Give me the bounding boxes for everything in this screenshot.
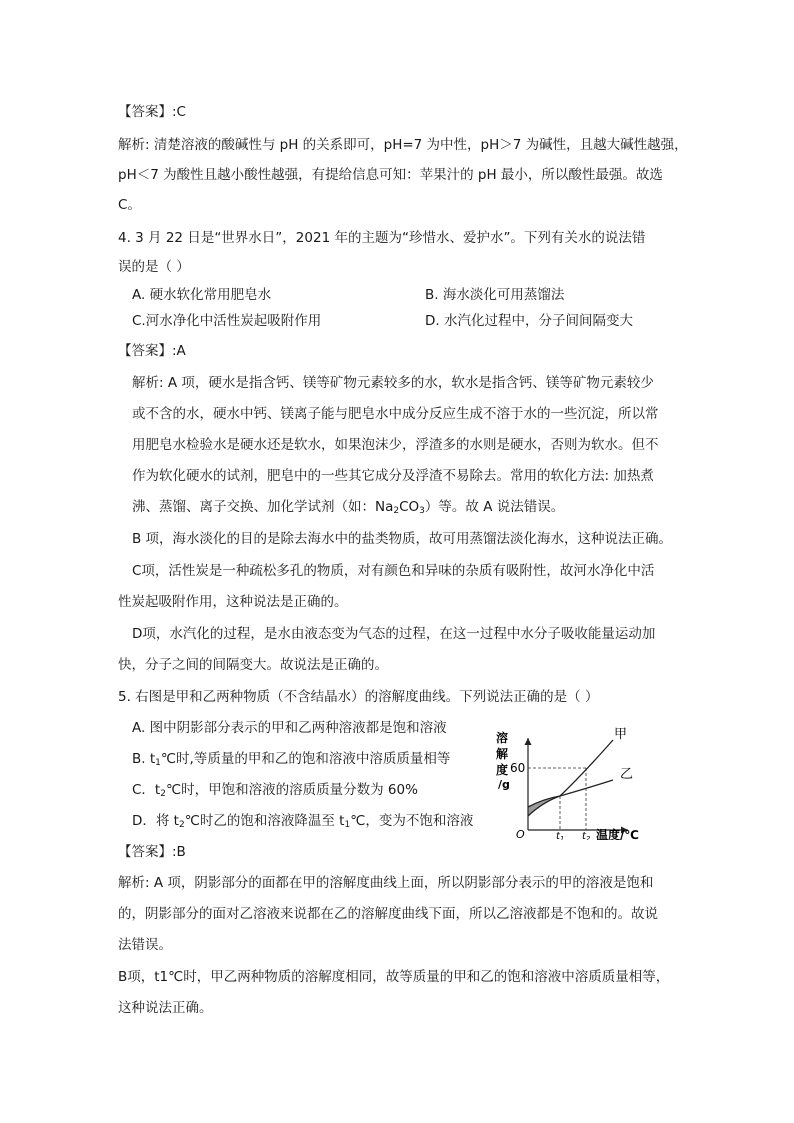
- question-5-option-b: B. $t_1℃$时,等质量的甲和乙的饱和溶液中溶质质量相等: [132, 751, 451, 768]
- question-5-option-c: C．$t_2℃$时，甲饱和溶液的溶质质量分数为 60%: [132, 782, 418, 799]
- analysis-line: pH＜7 为酸性且越小酸性越强，有提给信息可知：苹果汁的 pH 最小，所以酸性最强。故选: [118, 167, 663, 183]
- analysis-b-line: B 项，海水淡化的目的是除去海水中的盐类物质，故可用蒸馏法淡化海水，这种说法正确。: [132, 531, 673, 547]
- analysis-line: 法错误。: [118, 937, 172, 953]
- analysis-line: 用肥皂水检验水是硬水还是软水，如果泡沫少，浮渣多的水则是硬水，否则为软水。但不: [132, 437, 659, 453]
- analysis-line: 作为软化硬水的试剂，肥皂中的一些其它成分及浮渣不易除去。常用的软化方法: 加热煮: [132, 468, 654, 484]
- analysis-d-line: D项，水汽化的过程，是水由液态变为气态的过程，在这一过程中水分子吸收能量运动加: [132, 626, 656, 642]
- ylabel-char: 度: [496, 763, 509, 777]
- origin-label: O: [516, 828, 525, 840]
- answer-label-4: 【答案】:A: [118, 343, 186, 359]
- question-4-stem: 4. 3 月 22 日是“世界水日”，2021 年的主题为“珍惜水、爱护水”。下列有关水的说法错: [118, 230, 646, 246]
- analysis-line-na2co3: 沸、蒸馏、离子交换、加化学试剂（如：$Na_2CO_3$）等。故 A 说法错误。: [132, 499, 565, 516]
- analysis-d-line: 快，分子之间的间隔变大。故说法是正确的。: [118, 657, 388, 673]
- analysis-c-line: C项，活性炭是一种疏松多孔的物质，对有颜色和异味的杂质有吸附性，故河水净化中活: [132, 563, 655, 579]
- solubility-chart: [488, 722, 678, 840]
- analysis-line: C。: [118, 197, 141, 213]
- shaded-region: [528, 796, 560, 816]
- question-4-stem: 误的是（ ）: [118, 259, 190, 275]
- question-4-option-b: B. 海水淡化可用蒸馏法: [425, 287, 565, 303]
- question-4-option-a: A. 硬水软化常用肥皂水: [132, 287, 272, 303]
- answer-label-5: 【答案】:B: [118, 844, 186, 860]
- analysis-c-line: 性炭起吸附作用，这种说法是正确的。: [118, 594, 348, 610]
- question-5-option-a: A. 图中阴影部分表示的甲和乙两种溶液都是饱和溶液: [132, 720, 447, 736]
- question-5-stem: 5. 右图是甲和乙两种物质（不含结晶水）的溶解度曲线。下列说法正确的是（ ）: [118, 689, 599, 705]
- analysis-line: 解析: 清楚溶液的酸碱性与 pH 的关系即可，pH=7 为中性，pH＞7 为碱性，且越大碱性越强，: [118, 137, 688, 153]
- analysis-line: 解析: A 项，阴影部分的面都在甲的溶解度曲线上面，所以阴影部分表示的甲的溶液是饱和: [118, 875, 654, 891]
- analysis-line: 这种说法正确。: [118, 1000, 213, 1016]
- question-4-option-c: C.河水净化中活性炭起吸附作用: [132, 313, 322, 329]
- analysis-line: 解析: A 项，硬水是指含钙、镁等矿物元素较多的水，软水是指含钙、镁等矿物元素较少: [132, 375, 654, 391]
- x-tick-t1: $t_1$: [556, 831, 565, 840]
- x-tick-t2: $t_2$: [582, 831, 591, 840]
- question-4-option-d: D. 水汽化过程中，分子间间隔变大: [425, 313, 633, 329]
- xlabel: 温度/℃: [596, 828, 639, 840]
- ylabel-char: 溶: [496, 731, 509, 745]
- analysis-line: 的，阴影部分的面对乙溶液来说都在乙的溶解度曲线下面，所以乙溶液都是不饱和的。故说: [118, 906, 658, 922]
- analysis-line: B项，t1℃时，甲乙两种物质的溶解度相同，故等质量的甲和乙的饱和溶液中溶质质量相等，: [118, 969, 670, 985]
- y-tick-60: 60: [510, 761, 526, 775]
- ylabel-unit: /g: [498, 778, 510, 791]
- analysis-line: 或不含的水，硬水中钙、镁离子能与肥皂水中成分反应生成不溶于水的一些沉淀，所以常: [132, 406, 659, 422]
- ylabel-char: 解: [496, 747, 509, 761]
- question-5-option-d: D．将 $t_2℃$时乙的饱和溶液降温至 $t_1℃$，变为不饱和溶液: [132, 813, 474, 830]
- series-label-yi: 乙: [620, 767, 634, 782]
- series-label-jia: 甲: [614, 727, 628, 742]
- answer-label-3: 【答案】:C: [118, 104, 186, 120]
